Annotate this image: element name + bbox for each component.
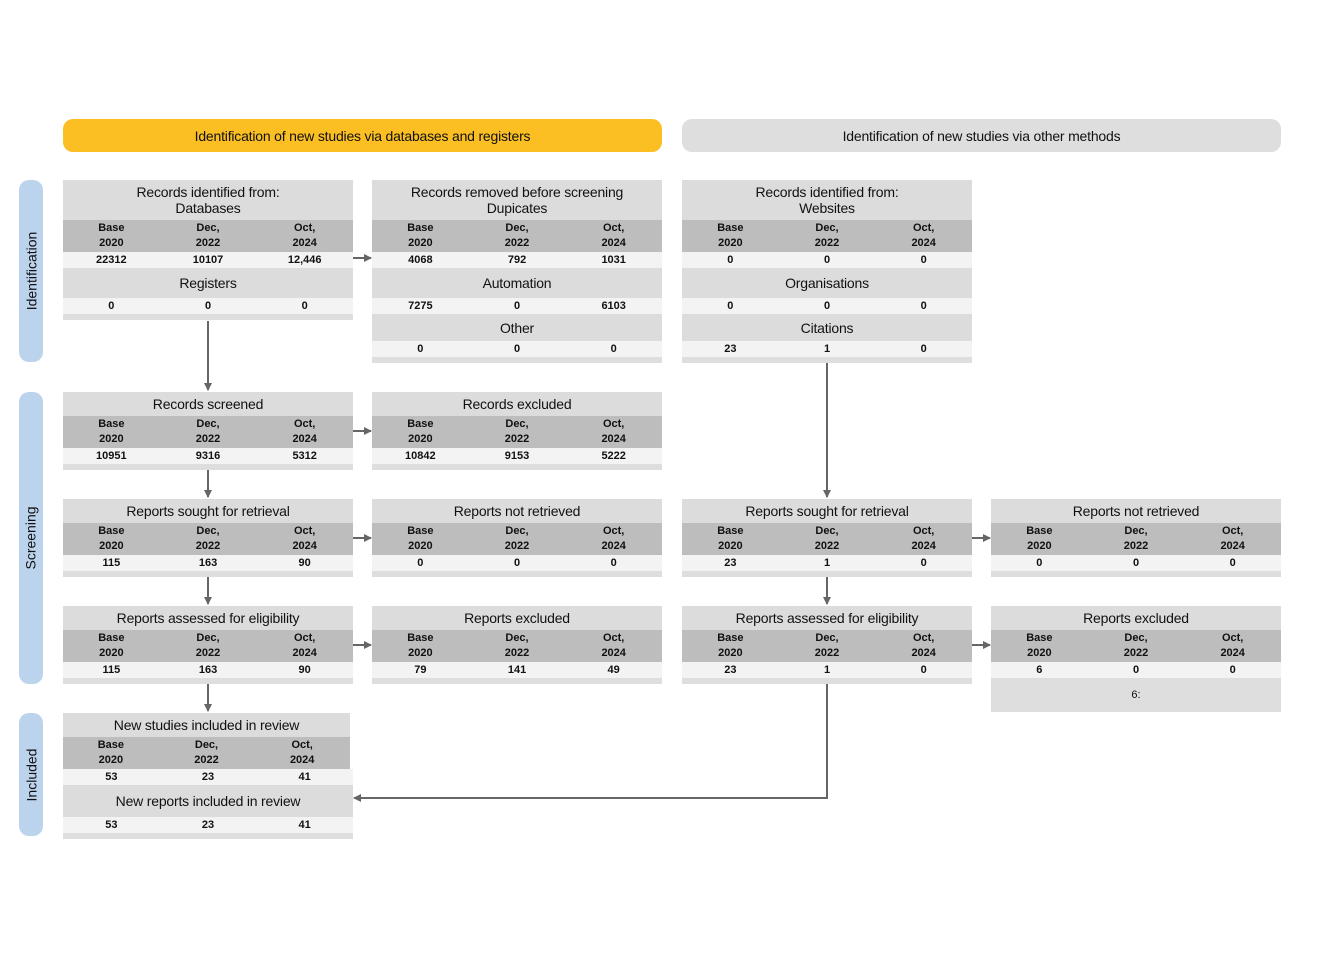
column-header-line1: Dec, — [815, 525, 839, 537]
value-cell: 53 — [105, 819, 118, 831]
value-cell: 0 — [513, 300, 521, 312]
value-cell: 0 — [727, 300, 734, 312]
value-cell: 23 — [201, 771, 215, 783]
column-header-line1: Base — [98, 525, 125, 537]
column-header-line1: Base — [717, 222, 744, 234]
value-cell: 163 — [198, 664, 218, 676]
value-cell: 1 — [823, 664, 831, 676]
column-header-line1: Base — [717, 632, 744, 644]
column-header-line2: 2024 — [289, 754, 315, 766]
column-header-line1: Oct, — [293, 632, 316, 644]
column-header-line2: 2024 — [292, 540, 317, 552]
value-cell: 0 — [610, 557, 617, 569]
value-cell: 0 — [920, 343, 927, 355]
value-cell: 1031 — [601, 254, 626, 266]
value-cell: 12,446 — [287, 254, 322, 266]
box-title: Reports assessed for eligibility — [682, 606, 972, 630]
column-header-line2: 2022 — [504, 433, 530, 445]
column-header-line1: Base — [407, 525, 434, 537]
value-cell: 0 — [417, 557, 424, 569]
header-other-methods-label: Identification of new studies via other methods — [842, 127, 1121, 144]
column-header-line2: 2022 — [504, 647, 530, 659]
column-header-line2: 2022 — [504, 540, 530, 552]
value-cell: 6 — [1036, 664, 1043, 676]
value-cell: 0 — [301, 300, 308, 312]
value-cell: 90 — [298, 557, 311, 569]
value-cell: 5312 — [292, 450, 317, 462]
value-cell: 0 — [204, 300, 212, 312]
value-cell: 10951 — [96, 450, 127, 462]
column-header-line2: 2024 — [911, 540, 936, 552]
box-title: New studies included in review — [63, 713, 350, 737]
arrow-other-assessed-to-included — [354, 684, 827, 798]
column-header-line1: Oct, — [912, 525, 935, 537]
value-cell: 9153 — [504, 450, 530, 462]
column-header-line2: 2020 — [1027, 647, 1052, 659]
column-header-line2: 2020 — [99, 237, 124, 249]
column-header-line2: 2022 — [195, 237, 221, 249]
column-header-line2: 2024 — [1220, 540, 1245, 552]
column-header-line1: Dec, — [196, 525, 220, 537]
registers-subtitle: Registers — [63, 268, 353, 298]
value-cell: 10107 — [192, 254, 224, 266]
column-header-line1: Dec, — [505, 222, 529, 234]
value-cell: 792 — [507, 254, 527, 266]
value-cell: 0 — [920, 557, 927, 569]
value-cell: 0 — [920, 300, 927, 312]
column-header-line2: 2020 — [408, 540, 433, 552]
column-header-line1: Oct, — [1221, 525, 1244, 537]
column-header-line2: 2022 — [194, 754, 219, 766]
column-header-line2: 2024 — [911, 647, 936, 659]
column-header-line1: Dec, — [505, 525, 529, 537]
title-line-2: Databases — [175, 200, 241, 216]
value-cell: 53 — [105, 771, 118, 783]
column-header-line2: 2024 — [292, 433, 317, 445]
column-header-line1: Dec, — [815, 632, 839, 644]
box-title: Reports not retrieved — [991, 499, 1281, 523]
box-title: Records excluded — [372, 392, 662, 416]
new-reports-subtitle: New reports included in review — [63, 785, 353, 817]
column-header-line1: Base — [717, 525, 744, 537]
column-header-line2: 2022 — [814, 540, 840, 552]
box-title: Reports sought for retrieval — [63, 499, 353, 523]
column-header-line1: Dec, — [196, 418, 220, 430]
value-cell: 115 — [102, 557, 121, 569]
value-cell: 41 — [298, 819, 311, 831]
column-header-line2: 2024 — [911, 237, 936, 249]
value-cell: 0 — [513, 343, 521, 355]
column-header-line1: Dec, — [815, 222, 839, 234]
column-header-line2: 2020 — [98, 754, 124, 766]
column-header-line1: Oct, — [912, 632, 935, 644]
value-cell: 10842 — [405, 450, 436, 462]
column-header-line2: 2020 — [718, 237, 743, 249]
column-header-line1: Oct, — [912, 222, 935, 234]
column-header-line2: 2024 — [601, 540, 626, 552]
value-cell: 1 — [823, 557, 831, 569]
column-header-line1: Oct, — [293, 525, 316, 537]
value-cell: 1 — [823, 343, 831, 355]
column-header-line1: Oct, — [602, 632, 625, 644]
header-databases-registers-label: Identification of new studies via databases and registers — [194, 127, 531, 144]
title-line-1: Records removed before screening — [410, 184, 624, 200]
column-header-line1: Oct, — [1221, 632, 1244, 644]
column-header-line2: 2020 — [718, 647, 743, 659]
column-header-line1: Dec, — [505, 418, 529, 430]
value-cell: 9316 — [195, 450, 221, 462]
column-header-line2: 2020 — [408, 433, 433, 445]
column-header-line2: 2022 — [195, 433, 221, 445]
value-cell: 0 — [1229, 557, 1236, 569]
value-cell: 0 — [920, 664, 927, 676]
column-header-line2: 2022 — [814, 237, 840, 249]
column-header-line2: 2024 — [601, 237, 626, 249]
column-header-line2: 2020 — [99, 647, 124, 659]
citations-subtitle: Citations — [682, 314, 972, 341]
phase-included-label: Included — [23, 748, 39, 801]
column-header-line1: Oct, — [291, 739, 313, 751]
column-header-line1: Base — [407, 632, 434, 644]
value-cell: 79 — [414, 664, 427, 676]
value-cell: 0 — [513, 557, 521, 569]
column-header-line1: Base — [97, 739, 124, 751]
value-cell: 0 — [1036, 557, 1043, 569]
other-subtitle: Other — [372, 314, 662, 341]
value-cell: 22312 — [96, 254, 127, 266]
column-header-line2: 2022 — [504, 237, 530, 249]
box-title: Reports excluded — [372, 606, 662, 630]
column-header-line2: 2020 — [1027, 540, 1052, 552]
organisations-subtitle: Organisations — [682, 268, 972, 298]
value-cell: 163 — [198, 557, 218, 569]
column-header-line2: 2020 — [718, 540, 743, 552]
value-cell: 4068 — [408, 254, 433, 266]
column-header-line1: Oct, — [602, 418, 625, 430]
column-header-line2: 2020 — [408, 647, 433, 659]
column-header-line2: 2020 — [408, 237, 433, 249]
box-title: Reports assessed for eligibility — [63, 606, 353, 630]
column-header-line1: Oct, — [602, 525, 625, 537]
column-header-line2: 2022 — [814, 647, 840, 659]
column-header-line1: Dec, — [194, 739, 219, 751]
value-cell: 141 — [507, 664, 527, 676]
column-header-line2: 2022 — [1123, 647, 1149, 659]
value-cell: 23 — [724, 343, 737, 355]
column-header-line2: 2020 — [99, 540, 124, 552]
value-cell: 0 — [727, 254, 734, 266]
column-header-line1: Base — [407, 418, 434, 430]
value-cell: 23 — [724, 557, 737, 569]
value-cell: 115 — [102, 664, 121, 676]
column-header-line2: 2022 — [195, 647, 221, 659]
title-line-1: Records identified from: — [136, 184, 280, 200]
column-header-line2: 2024 — [1220, 647, 1245, 659]
column-header-line1: Dec, — [505, 632, 529, 644]
column-header-line2: 2024 — [292, 237, 317, 249]
column-header-line1: Dec, — [196, 222, 220, 234]
exclusion-reasons-note: 6: — [991, 678, 1281, 712]
column-header-line1: Base — [98, 632, 125, 644]
value-cell: 49 — [607, 664, 620, 676]
phase-screening-label: Screening — [23, 506, 40, 570]
value-cell: 0 — [823, 254, 831, 266]
value-cell: 0 — [108, 300, 115, 312]
value-cell: 0 — [1132, 664, 1140, 676]
title-line-1: Records identified from: — [755, 184, 899, 200]
column-header-line2: 2024 — [601, 647, 626, 659]
column-header-line2: 2024 — [601, 433, 626, 445]
automation-subtitle: Automation — [372, 268, 662, 298]
value-cell: 7275 — [408, 300, 433, 312]
value-cell: 41 — [298, 771, 311, 783]
column-header-line1: Base — [1026, 632, 1053, 644]
box-title: Reports not retrieved — [372, 499, 662, 523]
value-cell: 6103 — [601, 300, 626, 312]
value-cell: 0 — [417, 343, 424, 355]
box-title: Reports sought for retrieval — [682, 499, 972, 523]
value-cell: 0 — [823, 300, 831, 312]
value-cell: 0 — [920, 254, 927, 266]
value-cell: 23 — [724, 664, 737, 676]
phase-identification-label: Identification — [23, 231, 40, 311]
column-header-line2: 2022 — [195, 540, 221, 552]
column-header-line1: Oct, — [602, 222, 625, 234]
value-cell: 23 — [201, 819, 215, 831]
title-line-2: Websites — [799, 200, 855, 216]
column-header-line1: Oct, — [293, 418, 316, 430]
title-line-2: Dupicates — [486, 200, 548, 216]
column-header-line1: Base — [407, 222, 434, 234]
column-header-line2: 2024 — [292, 647, 317, 659]
column-header-line1: Base — [98, 418, 125, 430]
box-title: Records screened — [63, 392, 353, 416]
column-header-line1: Dec, — [1124, 525, 1148, 537]
column-header-line1: Base — [98, 222, 125, 234]
value-cell: 5222 — [601, 450, 626, 462]
value-cell: 0 — [1132, 557, 1140, 569]
value-cell: 90 — [298, 664, 311, 676]
value-cell: 0 — [610, 343, 617, 355]
column-header-line1: Dec, — [196, 632, 220, 644]
column-header-line1: Dec, — [1124, 632, 1148, 644]
box-title: Reports excluded — [991, 606, 1281, 630]
column-header-line2: 2020 — [99, 433, 124, 445]
column-header-line1: Base — [1026, 525, 1053, 537]
value-cell: 0 — [1229, 664, 1236, 676]
column-header-line1: Oct, — [293, 222, 316, 234]
column-header-line2: 2022 — [1123, 540, 1149, 552]
